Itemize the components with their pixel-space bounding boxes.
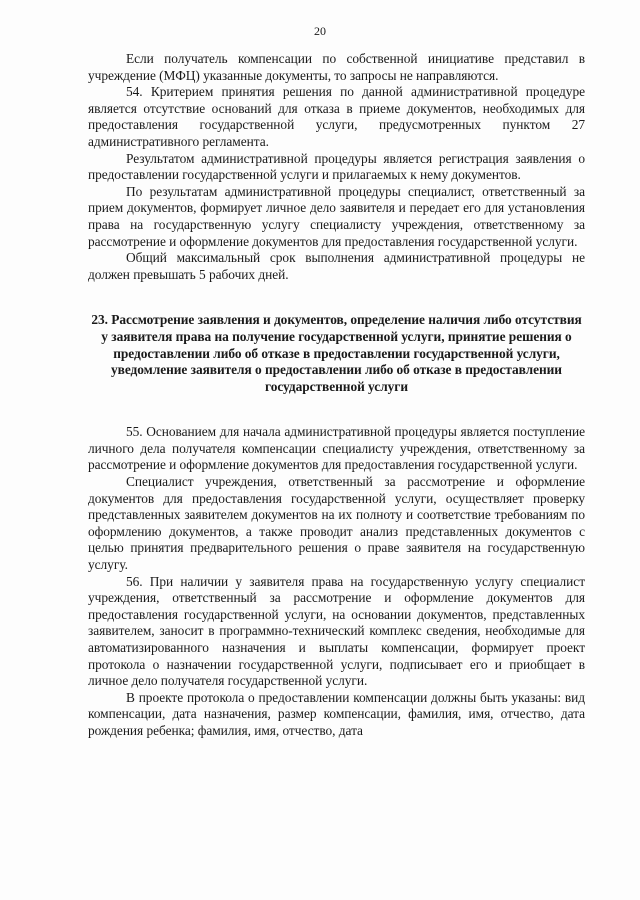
paragraph-result: Результатом административной процедуры является регистрация заявления о предоставлении государственной услуги и прилагаемых к нему документов. <box>88 150 585 183</box>
paragraph-mfc-documents: Если получатель компенсации по собственной инициативе представил в учреждение (МФЦ) указанные документы, то запросы не направляются. <box>88 51 585 83</box>
section-heading-23: 23. Рассмотрение заявления и документов, определение наличия либо отсутствия у заявителя права на получение государственной услуги, принятие решения о предоставлении либо об отказе в предоставлении государственной услуги, уведомление заявителя о предоставлении либо об отказе в предоставлении государственной услуги <box>91 312 582 394</box>
paragraph-56-right: 56. При наличии у заявителя права на государственную услугу специалист учреждения, ответственный за рассмотрение и оформление документов для предоставления государственной услуги, на основании документов, представленных заявителем, заносит в программно-технический комплекс сведения, необходимые для автоматизированного назначения и выплаты компенсации, формирует проект протокола о назначении государственной услуги, подписывает его и приобщает в личное дело получателя государственной услуги. <box>88 573 585 689</box>
page-content <box>88 51 585 740</box>
paragraph-55-basis: 55. Основанием для начала административной процедуры является поступление личного дела получателя компенсации специалисту учреждения, ответственному за рассмотрение и оформление документов для предоставления государственной услуги. <box>88 424 585 473</box>
page-number: 20 <box>314 24 326 38</box>
paragraph-protocol-content: В проекте протокола о предоставлении компенсации должны быть указаны: вид компенсации, дата назначения, размер компенсации, фамилия, имя, отчество, дата рождения ребенка; фамилия, имя, отчество, дата <box>88 689 585 738</box>
paragraph-specialist-check: Специалист учреждения, ответственный за рассмотрение и оформление документов для предоставления государственной услуги, осуществляет проверку представленных заявителем документов на их полноту и соответствие требованиям по оформлению документов, а также проводит анализ представленных документов с целью принятия предварительного решения о праве заявителя на государственную услугу. <box>88 474 585 573</box>
paragraph-specialist-forms-file: По результатам административной процедуры специалист, ответственный за прием документов, формирует личное дело заявителя и передает его для установления права на государственную услугу специалисту учреждения, ответственному за рассмотрение и оформление документов для предоставления государственной услуги. <box>88 183 585 249</box>
paragraph-max-term: Общий максимальный срок выполнения административной процедуры не должен превышать 5 рабочих дней. <box>88 250 585 282</box>
paragraph-54-criterion: 54. Критерием принятия решения по данной административной процедуре является отсутствие оснований для отказа в приеме документов, необходимых для предоставления государственной услуги, предусмотренных пунктом 27 административного регламента. <box>88 84 585 149</box>
